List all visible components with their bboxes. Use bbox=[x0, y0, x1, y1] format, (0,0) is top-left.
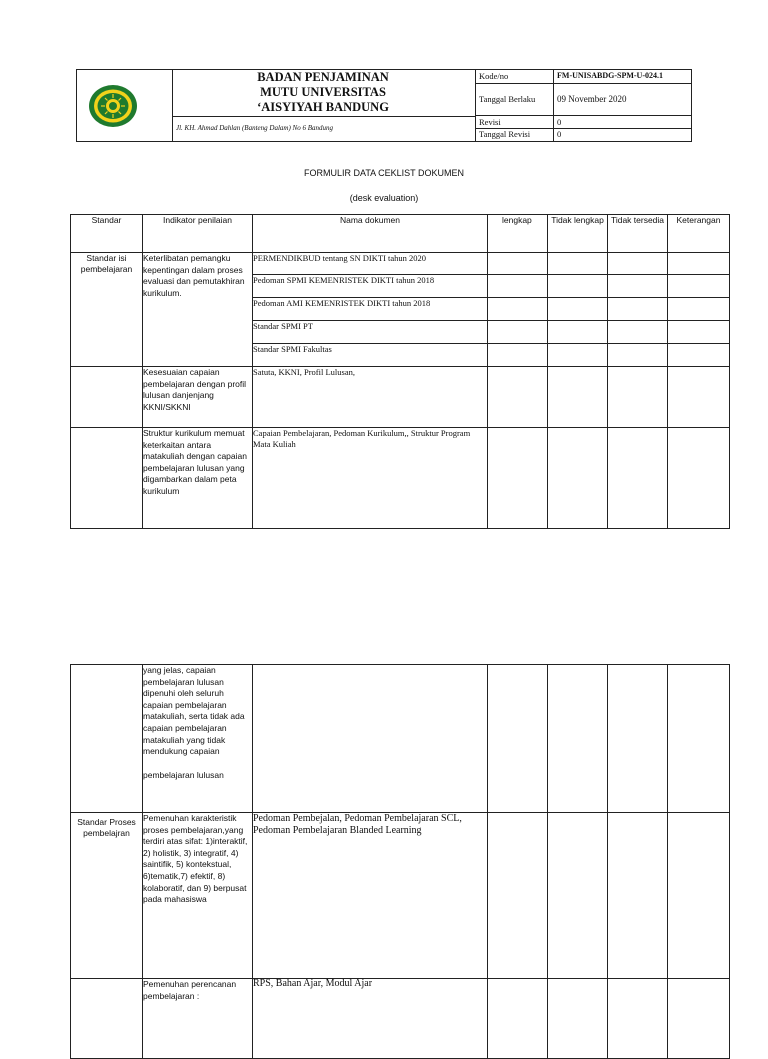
keterangan-cell[interactable] bbox=[668, 298, 730, 321]
document-name-cell: RPS, Bahan Ajar, Modul Ajar bbox=[253, 979, 488, 1059]
tidak-lengkap-check-cell[interactable] bbox=[548, 979, 608, 1059]
column-header-nama-dokumen: Nama dokumen bbox=[253, 215, 488, 253]
tidak-tersedia-check-cell[interactable] bbox=[608, 298, 668, 321]
form-title: FORMULIR DATA CEKLIST DOKUMEN bbox=[303, 168, 465, 178]
column-header-keterangan: Keterangan bbox=[668, 215, 730, 253]
keterangan-cell[interactable] bbox=[668, 275, 730, 298]
table-row bbox=[71, 979, 730, 1059]
header-divider bbox=[475, 69, 476, 142]
keterangan-cell[interactable] bbox=[668, 344, 730, 367]
lengkap-check-cell[interactable] bbox=[488, 367, 548, 428]
keterangan-cell[interactable] bbox=[668, 253, 730, 275]
lengkap-check-cell[interactable] bbox=[488, 665, 548, 813]
document-name-cell: Pedoman Pembejalan, Pedoman Pembelajaran SCL, Pedoman Pembelajaran Blanded Learning bbox=[253, 813, 488, 979]
form-subtitle: (desk evaluation) bbox=[349, 193, 419, 203]
standar-cell: Standar isi pembelajaran bbox=[71, 253, 143, 367]
tidak-lengkap-check-cell[interactable] bbox=[548, 253, 608, 275]
tanggal-berlaku-value: 09 November 2020 bbox=[557, 94, 627, 104]
column-header-lengkap: lengkap bbox=[488, 215, 548, 253]
standar-cell bbox=[71, 665, 143, 813]
column-header-tidak-lengkap: Tidak lengkap bbox=[548, 215, 608, 253]
indikator-cell: Keterlibatan pemangku kepentingan dalam proses evaluasi dan pemutakhiran kurikulum. bbox=[143, 253, 253, 367]
keterangan-cell[interactable] bbox=[668, 321, 730, 344]
lengkap-check-cell[interactable] bbox=[488, 979, 548, 1059]
tidak-lengkap-check-cell[interactable] bbox=[548, 665, 608, 813]
kode-label: Kode/no bbox=[479, 71, 509, 81]
document-name-cell: Satuta, KKNI, Profil Lulusan, bbox=[253, 367, 488, 428]
lengkap-check-cell[interactable] bbox=[488, 253, 548, 275]
lengkap-check-cell[interactable] bbox=[488, 813, 548, 979]
document-name-cell: PERMENDIKBUD tentang SN DIKTI tahun 2020 bbox=[253, 253, 488, 275]
tidak-lengkap-check-cell[interactable] bbox=[548, 813, 608, 979]
standar-cell: Standar Proses pembelajran bbox=[71, 813, 143, 979]
table-row bbox=[71, 253, 730, 275]
tidak-tersedia-check-cell[interactable] bbox=[608, 979, 668, 1059]
lengkap-check-cell[interactable] bbox=[488, 298, 548, 321]
standar-cell bbox=[71, 428, 143, 529]
table-row bbox=[71, 367, 730, 428]
tidak-tersedia-check-cell[interactable] bbox=[608, 665, 668, 813]
keterangan-cell[interactable] bbox=[668, 813, 730, 979]
tidak-lengkap-check-cell[interactable] bbox=[548, 344, 608, 367]
tidak-lengkap-check-cell[interactable] bbox=[548, 298, 608, 321]
table-row bbox=[71, 813, 730, 979]
document-name-cell: Pedoman AMI KEMENRISTEK DIKTI tahun 2018 bbox=[253, 298, 488, 321]
university-seal-icon bbox=[88, 84, 138, 128]
tidak-tersedia-check-cell[interactable] bbox=[608, 428, 668, 529]
tidak-lengkap-check-cell[interactable] bbox=[548, 275, 608, 298]
header-divider bbox=[553, 69, 554, 142]
keterangan-cell[interactable] bbox=[668, 367, 730, 428]
tidak-lengkap-check-cell[interactable] bbox=[548, 367, 608, 428]
column-header-indikator: Indikator penilaian bbox=[143, 215, 253, 253]
indikator-text: pembelajaran lulusan bbox=[143, 769, 224, 780]
tidak-lengkap-check-cell[interactable] bbox=[548, 428, 608, 529]
keterangan-cell[interactable] bbox=[668, 665, 730, 813]
checklist-table-continued bbox=[70, 664, 730, 1059]
table-row bbox=[71, 428, 730, 529]
tanggal-revisi-label: Tanggal Revisi bbox=[479, 129, 531, 139]
institution-name-line-3: ‘AISYIYAH BANDUNG bbox=[257, 100, 389, 114]
lengkap-check-cell[interactable] bbox=[488, 344, 548, 367]
document-name-cell: Standar SPMI PT bbox=[253, 321, 488, 344]
table-row bbox=[71, 665, 730, 813]
kode-value: FM-UNISABDG-SPM-U-024.1 bbox=[557, 71, 663, 80]
lengkap-check-cell[interactable] bbox=[488, 275, 548, 298]
checklist-table bbox=[70, 214, 730, 529]
column-header-standar: Standar bbox=[71, 215, 143, 253]
document-name-cell: Pedoman SPMI KEMENRISTEK DIKTI tahun 2018 bbox=[253, 275, 488, 298]
lengkap-check-cell[interactable] bbox=[488, 321, 548, 344]
tidak-lengkap-check-cell[interactable] bbox=[548, 321, 608, 344]
header-divider bbox=[172, 116, 475, 117]
table-header-row bbox=[71, 215, 730, 253]
document-name-cell: Standar SPMI Fakultas bbox=[253, 344, 488, 367]
tidak-tersedia-check-cell[interactable] bbox=[608, 813, 668, 979]
document-name-cell bbox=[253, 665, 488, 813]
institution-name-line-1: BADAN PENJAMINAN bbox=[257, 70, 389, 84]
lengkap-check-cell[interactable] bbox=[488, 428, 548, 529]
indikator-cell: Pemenuhan karakteristik proses pembelajaran,yang terdiri atas sifat: 1)interaktif, 2) holistik, 3) integratif, 4) saintifik, 5) kontekstual, 6)tematik,7) efektif, 8) kolaboratif, dan 9) berpusat pada mahasiswa bbox=[143, 813, 253, 979]
indikator-cell: Kesesuaian capaian pembelajaran dengan profil lulusan danjenjang KKNI/SKKNI bbox=[143, 367, 253, 428]
revisi-label: Revisi bbox=[479, 117, 501, 127]
indikator-cell: Pemenuhan perencanan pembelajaran : bbox=[143, 979, 253, 1059]
tidak-tersedia-check-cell[interactable] bbox=[608, 253, 668, 275]
indikator-text: yang jelas, capaian pembelajaran lulusan dipenuhi oleh seluruh capaian pembelajaran matakuliah, serta tidak ada capaian pembelajaran matakuliah yang tidak mendukung capaian bbox=[143, 665, 245, 757]
institution-address: Jl. KH. Ahmad Dahlan (Banteng Dalam) No 6 Bandung bbox=[176, 124, 333, 132]
header-divider bbox=[475, 83, 692, 84]
document-name-cell: Capaian Pembelajaran, Pedoman Kurikulum,, Struktur Program Mata Kuliah bbox=[253, 428, 488, 529]
indikator-cell: Struktur kurikulum memuat keterkaitan antara matakuliah dengan capaian pembelajaran lulusan yang digambarkan dalam peta kurikulum bbox=[143, 428, 253, 529]
keterangan-cell[interactable] bbox=[668, 428, 730, 529]
institution-name-line-2: MUTU UNIVERSITAS bbox=[260, 85, 386, 99]
indikator-cell bbox=[143, 665, 253, 813]
column-header-tidak-tersedia: Tidak tersedia bbox=[608, 215, 668, 253]
header-divider bbox=[475, 115, 692, 116]
tidak-tersedia-check-cell[interactable] bbox=[608, 321, 668, 344]
tidak-tersedia-check-cell[interactable] bbox=[608, 275, 668, 298]
keterangan-cell[interactable] bbox=[668, 979, 730, 1059]
tidak-tersedia-check-cell[interactable] bbox=[608, 344, 668, 367]
standar-cell bbox=[71, 979, 143, 1059]
tidak-tersedia-check-cell[interactable] bbox=[608, 367, 668, 428]
tanggal-berlaku-label: Tanggal Berlaku bbox=[479, 94, 536, 104]
revisi-value: 0 bbox=[557, 117, 562, 127]
tanggal-revisi-value: 0 bbox=[557, 129, 562, 139]
standar-cell bbox=[71, 367, 143, 428]
